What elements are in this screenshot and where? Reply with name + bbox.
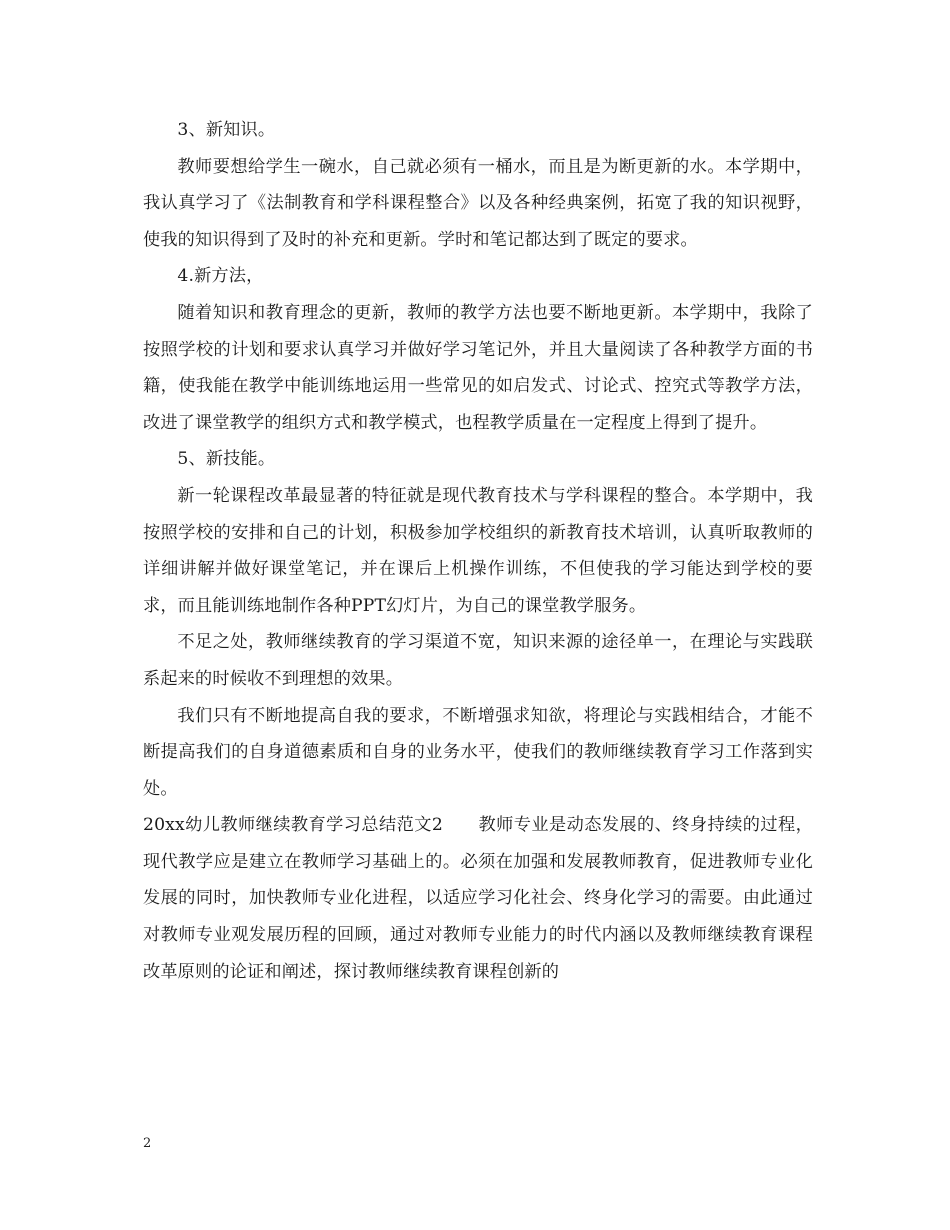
paragraph-shortcomings: 不足之处，教师继续教育的学习渠道不宽，知识来源的途径单一，在理论与实践联系起来的时候收不到理想的效果。 [143, 632, 813, 689]
paragraph-new-knowledge: 教师要想给学生一碗水，自己就必须有一桶水，而且是为断更新的水。本学期中，我认真学习了《法制教育和学科课程整合》以及各种经典案例，拓宽了我的知识视野，使我的知识得到了及时的补充和更新。学时和笔记都达到了既定的要求。 [143, 156, 813, 250]
paragraph-conclusion: 我们只有不断地提高自我的要求，不断增强求知欲，将理论与实践相结合，才能不断提高我们的自身道德素质和自身的业务水平，使我们的教师继续教育学习工作落到实处。 [143, 705, 813, 799]
document-body [143, 112, 813, 990]
paragraph-second-article: 20xx幼儿教师继续教育学习总结范文2 教师专业是动态发展的、终身持续的过程，现代教学应是建立在教师学习基础上的。必须在加强和发展教师教育，促进教师专业化发展的同时，加快教师专业化进程，以适应学习化社会、终身化学习的需要。由此通过对教师专业观发展历程的回顾，通过对教师专业能力的时代内涵以及教师继续教育课程改革原则的论证和阐述，探讨教师继续教育课程创新的 [143, 815, 813, 982]
section-heading-new-methods: 4.新方法， [177, 266, 264, 287]
paragraph-new-methods: 随着知识和教育理念的更新，教师的教学方法也要不断地更新。本学期中，我除了按照学校的计划和要求认真学习并做好学习笔记外，并且大量阅读了各种教学方面的书籍，使我能在教学中能训练地运用一些常见的如启发式、讨论式、控究式等教学方法，改进了课堂教学的组织方式和教学模式，也程教学质量在一定程度上得到了提升。 [143, 302, 813, 433]
paragraph-new-skills: 新一轮课程改革最显著的特征就是现代教育技术与学科课程的整合。本学期中，我按照学校的安排和自己的计划，积极参加学校组织的新教育技术培训，认真听取教师的详细讲解并做好课堂笔记，并在课后上机操作训练，不但使我的学习能达到学校的要求，而且能训练地制作各种PPT幻灯片，为自己的课堂教学服务。 [143, 485, 813, 616]
page-number: 2 [143, 1136, 152, 1151]
section-heading-new-skills: 5、新技能。 [177, 449, 276, 470]
section-heading-new-knowledge: 3、新知识。 [177, 120, 276, 140]
